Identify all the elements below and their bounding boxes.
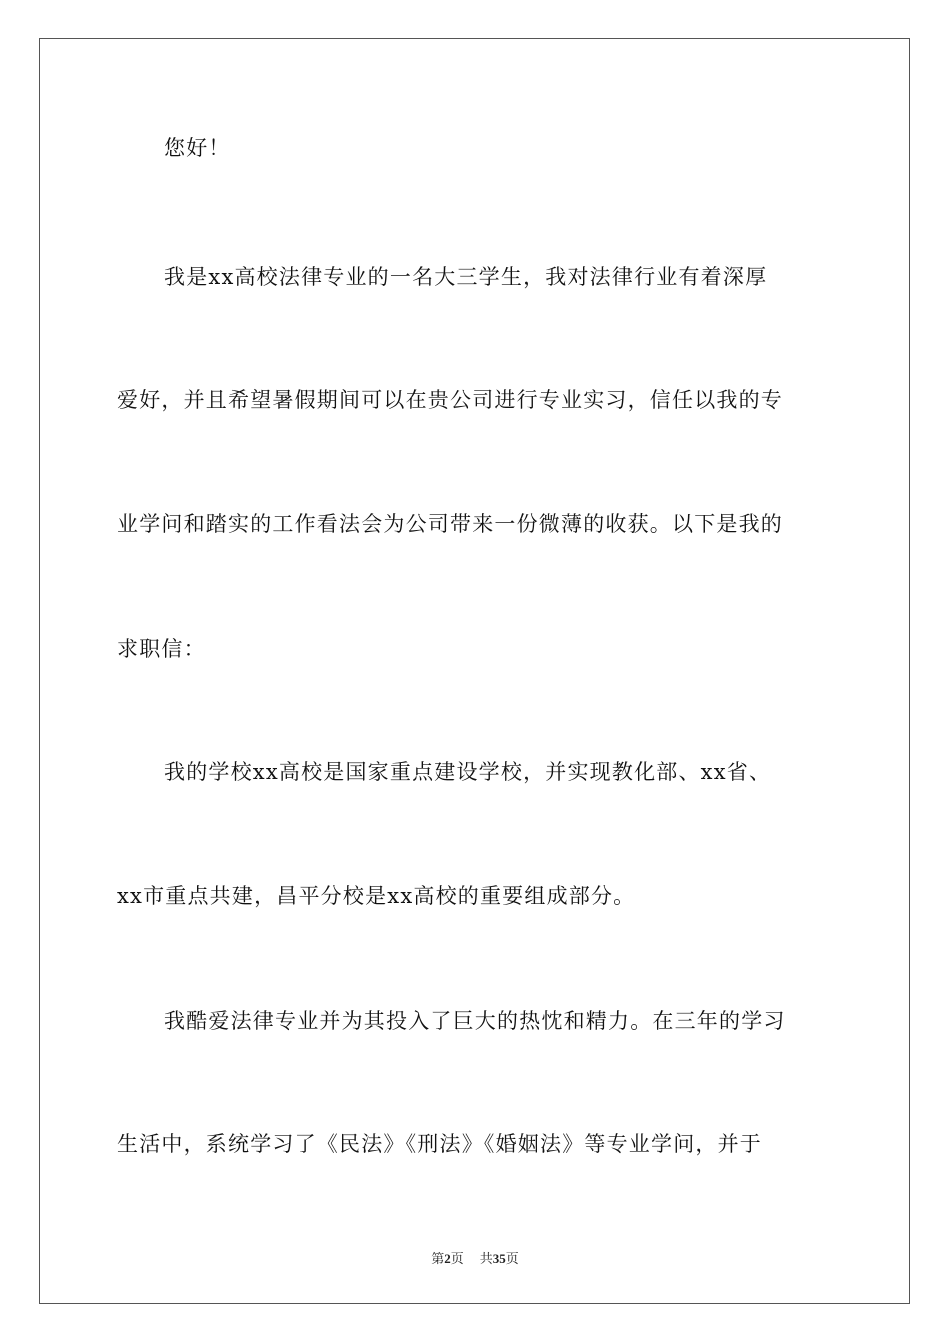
paragraph-1-line-2: 爱好，并且希望暑假期间可以在贵公司进行专业实习，信任以我的专 xyxy=(117,388,783,412)
footer-total-suffix: 页 xyxy=(505,1251,519,1266)
footer-page-current: 2 xyxy=(444,1251,451,1266)
paragraph-1-line-3: 业学问和踏实的工作看法会为公司带来一份微薄的收获。以下是我的 xyxy=(117,512,783,536)
footer-page-prefix: 第 xyxy=(431,1251,445,1266)
paragraph-2-line-2: xx市重点共建，昌平分校是xx高校的重要组成部分。 xyxy=(117,884,636,908)
footer-total-prefix: 共 xyxy=(479,1251,493,1266)
page-border xyxy=(39,38,910,1304)
greeting-line: 您好！ xyxy=(164,136,231,160)
paragraph-1-line-4: 求职信： xyxy=(117,637,206,661)
paragraph-2-line-1: 我的学校xx高校是国家重点建设学校，并实现教化部、xx省、 xyxy=(164,760,772,784)
footer-page-total: 35 xyxy=(492,1251,506,1266)
page-footer xyxy=(0,1248,950,1267)
paragraph-3-line-2: 生活中，系统学习了《民法》《刑法》《婚姻法》等专业学问，并于 xyxy=(117,1132,762,1156)
paragraph-3-line-1: 我酷爱法律专业并为其投入了巨大的热忱和精力。在三年的学习 xyxy=(164,1009,786,1033)
footer-page-suffix: 页 xyxy=(450,1251,464,1266)
paragraph-1-line-1: 我是xx高校法律专业的一名大三学生，我对法律行业有着深厚 xyxy=(164,265,768,289)
